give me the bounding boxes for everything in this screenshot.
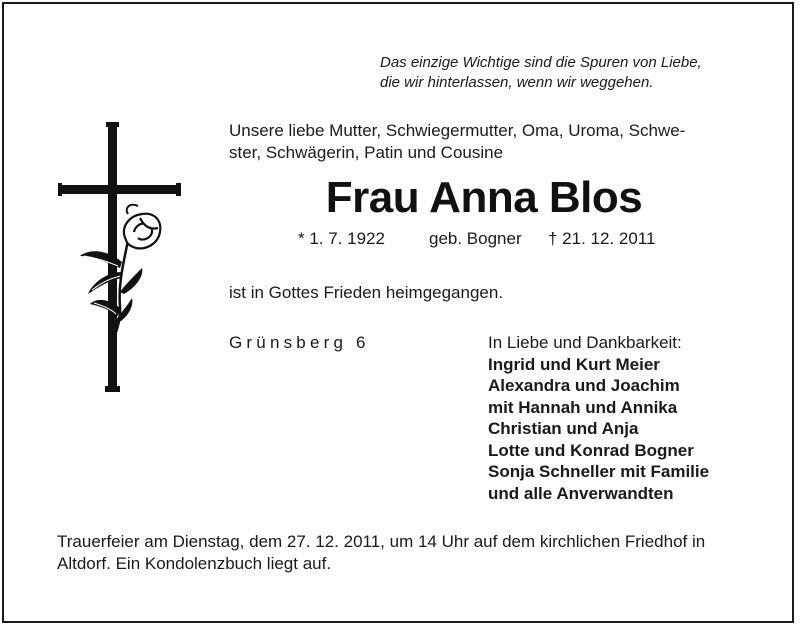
mourner-name: Lotte und Konrad Bogner: [488, 440, 694, 460]
address: Grünsberg 6: [229, 333, 370, 352]
motto-line-1: Das einzige Wichtige sind die Spuren von Liebe,: [380, 54, 702, 71]
deceased-name: Frau Anna Blos: [325, 173, 643, 222]
motto-line-2: die wir hinterlassen, wenn wir weggehen.: [380, 74, 654, 91]
passed-away-text: ist in Gottes Frieden heimgegangen.: [229, 283, 504, 302]
funeral-line-2: Altdorf. Ein Kondolenzbuch liegt auf.: [57, 554, 332, 573]
intro-text: [229, 120, 685, 164]
mourner-name: und alle Anverwandten: [488, 483, 674, 503]
intro-line-1: Unsere liebe Mutter, Schwiegermutter, Oma, Uroma, Schwe-: [229, 121, 686, 140]
mourner-name: Alexandra und Joachim: [488, 376, 680, 395]
mourner-name: mit Hannah und Annika: [488, 397, 678, 417]
birth-date: * 1. 7. 1922: [298, 229, 385, 248]
mourners-intro: In Liebe und Dankbarkeit:: [488, 333, 682, 352]
death-date: † 21. 12. 2011: [548, 229, 656, 248]
maiden-name: geb. Bogner: [429, 229, 522, 248]
intro-line-2: ster, Schwägerin, Patin und Cousine: [229, 143, 504, 162]
funeral-info: [57, 531, 747, 575]
mourner-name: Christian und Anja: [488, 419, 639, 438]
mourner-name: Sonja Schneller mit Familie: [488, 462, 710, 481]
funeral-line-1: Trauerfeier am Dienstag, dem 27. 12. 2011, um 14 Uhr auf dem kirchlichen Friedhof in: [57, 532, 706, 551]
mourner-name: Ingrid und Kurt Meier: [488, 354, 660, 374]
motto-quote: [380, 53, 702, 93]
mourners-list: [488, 332, 709, 504]
cross-with-rose-icon: [54, 122, 184, 394]
